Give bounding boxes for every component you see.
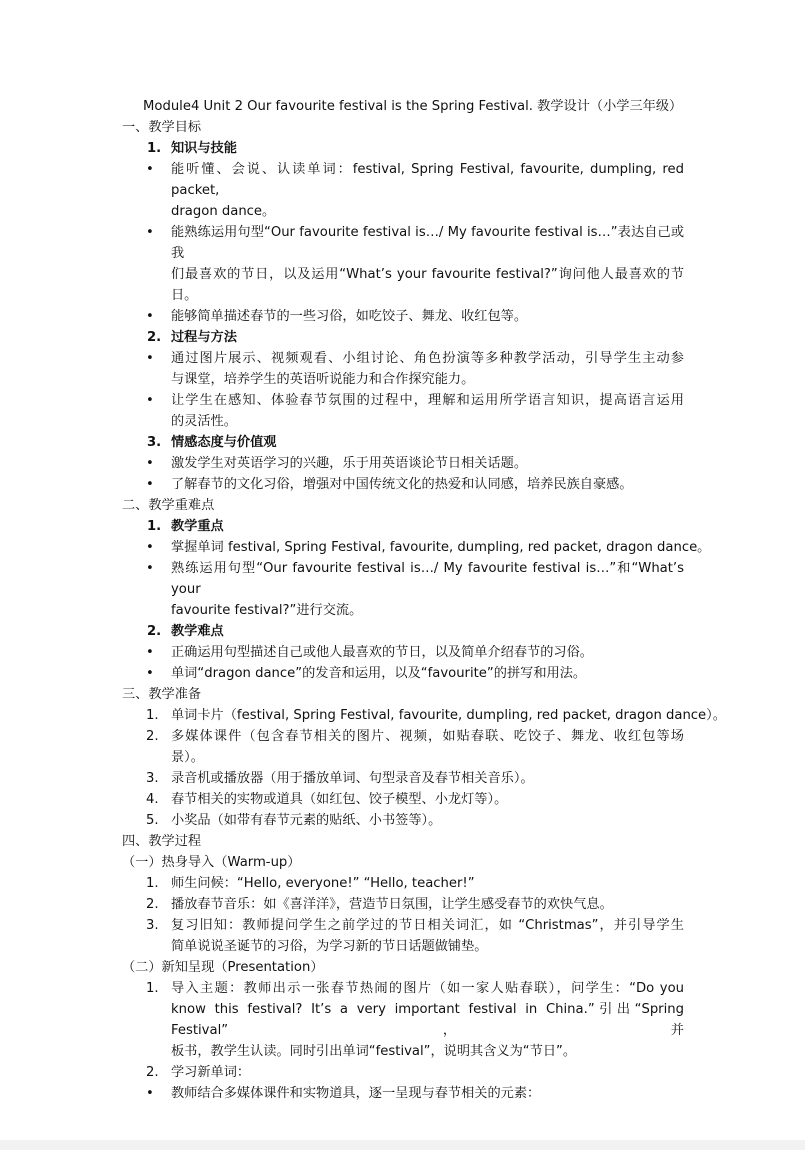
subheading-emotion-values [0,432,805,453]
subheading-label: 教学重点 [171,519,224,534]
item-line: 板书，教学生认读。同时引出单词“festival”，说明其含义为“节日”。 [171,1044,577,1059]
bullet-text: 了解春节的文化习俗，增强对中国传统文化的热爱和认同感，培养民族自豪感。 [171,477,633,492]
subheading-label: 教学难点 [171,624,224,639]
item-text: 导入主题：教师出示一张春节热闹的图片（如一家人贴春联），问学生：“Do you [171,981,684,996]
item-text: 多媒体课件（包含春节相关的图片、视频，如贴春联、吃饺子、舞龙、收红包等场 [171,729,684,744]
section-heading-key-points: 二、教学重难点 [122,498,215,513]
numbered-item [0,894,805,915]
item-number: 4. [146,792,159,807]
numbered-item [0,810,805,831]
bullet-line [0,348,805,369]
numbered-item [0,726,805,768]
bullet-dot: • [146,645,154,660]
bullet-line: 日。 [171,288,198,303]
bullet-text: 让学生在感知、体验春节氛围的过程中，理解和运用所学语言知识，提高语言运用 [171,393,684,408]
bullet-line: 们最喜欢的节日，以及运用“What’s your favourite festival?”询问他人最喜欢的节 [171,267,684,282]
item-number: 2. [146,897,159,912]
bullet-item [0,390,805,432]
numbered-item [0,1062,805,1083]
numbered-item [0,873,805,894]
subheading-number: 2. [147,624,162,639]
subheading-difficulties [0,621,805,642]
bullet-item [0,159,805,222]
subheading-label: 知识与技能 [171,141,237,156]
subheading-number: 1. [147,141,162,156]
bullet-line [0,159,805,201]
item-line [0,978,805,999]
bullet-item [0,222,805,306]
subheading-knowledge-skills [0,138,805,159]
item-text: 复习旧知：教师提问学生之前学过的节日相关词汇，如 “Christmas”，并引导学生 [171,918,684,933]
item-number: 2. [146,1065,159,1080]
bullet-item [0,537,805,558]
section-heading-procedure: 四、教学过程 [122,834,202,849]
bullet-line: favourite festival?”进行交流。 [171,603,363,618]
item-number: 1. [146,708,159,723]
numbered-item [0,705,805,726]
bullet-text: 通过图片展示、视频观看、小组讨论、角色扮演等多种教学活动，引导学生主动参 [171,351,684,366]
bullet-dot: • [146,162,154,177]
document-title: Module4 Unit 2 Our favourite festival is the Spring Festival. 教学设计（小学三年级） [143,99,683,114]
numbered-item [0,789,805,810]
bullet-line: dragon dance。 [171,204,276,219]
item-line: 简单说说圣诞节的习俗，为学习新的节日话题做铺垫。 [171,939,488,954]
subheading-key-focus [0,516,805,537]
bullet-dot: • [146,540,154,555]
item-number: 5. [146,813,159,828]
bullet-dot: • [146,393,154,408]
subheading-label: 过程与方法 [171,330,237,345]
bullet-line: 与课堂，培养学生的英语听说能力和合作探究能力。 [171,372,475,387]
item-number: 3. [146,771,159,786]
phase-heading-warmup: （一）热身导入（Warm-up） [122,855,301,870]
bullet-dot: • [146,456,154,471]
item-line [0,915,805,936]
numbered-item [0,915,805,957]
bullet-dot: • [146,477,154,492]
bullet-text: 能听懂、会说、认读单词：festival, Spring Festival, favourite, dumpling, red packet, [171,162,684,198]
item-text: 录音机或播放器（用于播放单词、句型录音及春节相关音乐）。 [171,771,534,786]
bullet-item [0,474,805,495]
subheading-number: 3. [147,435,162,450]
bullet-line: 的灵活性。 [171,414,237,429]
section-heading-objectives: 一、教学目标 [122,120,202,135]
item-text: 小奖品（如带有春节元素的贴纸、小书签等）。 [171,813,442,828]
bullet-item [0,348,805,390]
bullet-dot: • [146,561,154,576]
bullet-text: 掌握单词 festival, Spring Festival, favourite, dumpling, red packet, dragon dance。 [171,540,711,555]
bullet-item [0,453,805,474]
bullet-text: 熟练运用句型“Our favourite festival is…/ My favourite festival is…”和“What’s your [171,561,684,597]
bullet-line [0,222,805,264]
bullet-item [0,558,805,621]
bullet-item [0,1083,805,1104]
bullet-dot: • [146,309,154,324]
bullet-dot: • [146,1086,154,1101]
item-number: 3. [146,918,159,933]
item-line: 景）。 [171,750,204,765]
bullet-line [0,390,805,411]
item-line: know this festival? It’s a very important festival in China.”引出“Spring Festival”，并 [171,1002,684,1038]
bullet-item [0,306,805,327]
subheading-number: 1. [147,519,162,534]
numbered-item [0,768,805,789]
subheading-process-methods [0,327,805,348]
lesson-plan-body [0,96,805,1104]
subheading-label: 情感态度与价值观 [171,435,277,450]
item-text: 单词卡片（festival, Spring Festival, favourite, dumpling, red packet, dragon dance）。 [171,708,726,723]
item-number: 1. [146,876,159,891]
bullet-item [0,663,805,684]
item-text: 春节相关的实物或道具（如红包、饺子模型、小龙灯等）。 [171,792,508,807]
bullet-text: 能够简单描述春节的一些习俗，如吃饺子、舞龙、收红包等。 [171,309,528,324]
subheading-number: 2. [147,330,162,345]
bullet-dot: • [146,666,154,681]
bullet-dot: • [146,225,154,240]
item-text: 播放春节音乐：如《喜洋洋》，营造节日氛围，让学生感受春节的欢快气息。 [171,897,613,912]
bullet-text: 能熟练运用句型“Our favourite festival is…/ My favourite festival is…”表达自己或我 [171,225,684,261]
item-number: 1. [146,981,159,996]
section-heading-preparation: 三、教学准备 [122,687,202,702]
bullet-item [0,642,805,663]
item-text: 学习新单词： [171,1065,251,1080]
bullet-line [0,558,805,600]
numbered-item [0,978,805,1062]
item-number: 2. [146,729,159,744]
bullet-text: 单词“dragon dance”的发音和运用，以及“favourite”的拼写和用法。 [171,666,587,681]
bullet-text: 教师结合多媒体课件和实物道具，逐一呈现与春节相关的元素： [171,1086,541,1101]
item-line [0,726,805,747]
item-text: 师生问候：“Hello, everyone!” “Hello, teacher!” [171,876,475,891]
bullet-text: 正确运用句型描述自己或他人最喜欢的节日，以及简单介绍春节的习俗。 [171,645,593,660]
bullet-dot: • [146,351,154,366]
bullet-text: 激发学生对英语学习的兴趣，乐于用英语谈论节日相关话题。 [171,456,528,471]
phase-heading-presentation: （二）新知呈现（Presentation） [122,960,324,975]
